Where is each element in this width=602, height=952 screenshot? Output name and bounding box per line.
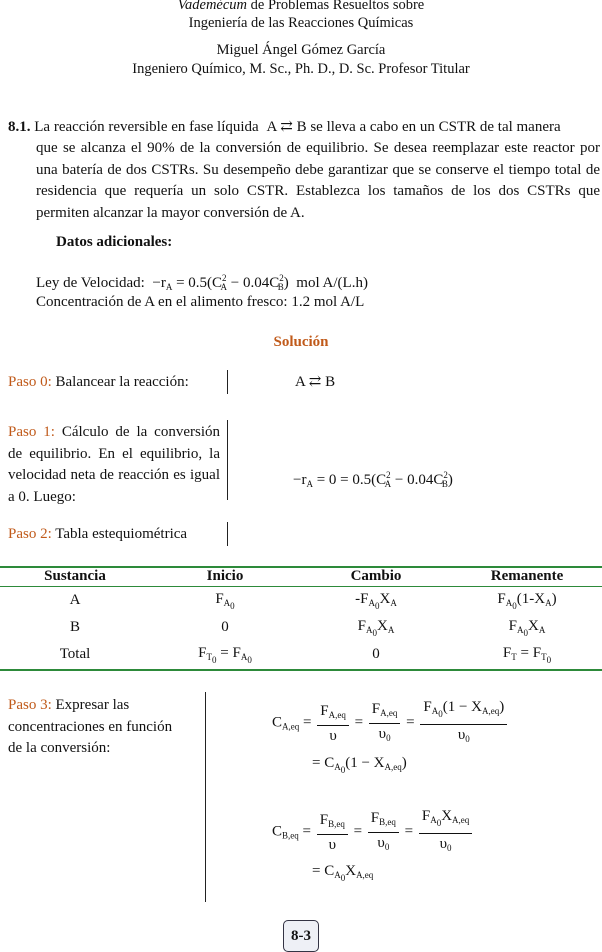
equation-CA: $C_{A,eq}$ = $\frac{F_{A,eq}}{\upsilon}$ = $\frac{F_{A,eq}}{\upsilon_0}$ = $\frac{F_{A_0}(1 - X_{A,eq})}{\upsilon_0}$ [272,697,509,749]
book-title: Vademécum de Problemas Resueltos sobre [177,0,425,13]
stoichiometric-table [0,566,602,668]
col-header: Sustancia [0,566,150,587]
problem-line-1: 8.1. La reacción reversible en fase líquida A ⇄ B se lleva a cabo en un CSTR de tal manera [8,119,561,135]
datos-title: Datos adicionales: [56,234,173,250]
col-header: Remanente [452,566,602,587]
table-row: A $F_{A_0}$ $-F_{A_0}X_A$ $F_{A_0}(1-X_A)$ [69,590,557,611]
divider [205,692,206,902]
col-header: Cambio [300,566,452,587]
table-row: B 0 $F_{A_0}X_A$ $F_{A_0}X_A$ [69,617,546,638]
table-bottom-rule [0,669,602,671]
divider [227,420,228,500]
col-header: Inicio [150,566,300,587]
step-1: Paso 1: Cálculo de la conversión de equilibrio. En el equilibrio, la velocidad neta de reacción es igual a 0. Luego: [8,424,220,505]
step-0: Paso 0: Balancear la reacción: [8,374,189,390]
equation-CB: $C_{B,eq}$ = $\frac{F_{B,eq}}{\upsilon}$ = $\frac{F_{B,eq}}{\upsilon_0}$ = $\frac{F_{A_0}X_{A,eq}}{\upsilon_0}$ [272,806,474,858]
step-2: Paso 2: Tabla estequiométrica [8,526,188,542]
problem-text: que se alcanza el 90% de la conversión de equilibrio. Se desea reemplazar este reactor por una batería de dos CSTRs. Su desempeño debe garantizar que se conserve el tiempo total de residencia que requería un solo CSTR. Establezca los tamaños de los dos CSTRs que permiten alcanzar la mayor conversión de A. [36,140,600,221]
equation-CA-result: = $C_{A_0}(1 - X_{A,eq})$ [312,755,407,775]
divider [227,370,228,394]
reaction-inline: A ⇄ B [266,119,307,135]
solution-heading: Solución [273,334,329,350]
divider [227,522,228,546]
rate-law: Ley de Velocidad: $-r_A = 0.5(C^2_A - 0.04C^2_B)$ mol A/(L.h) [36,273,368,292]
table-header-row [0,566,602,587]
author-name: Miguel Ángel Gómez García [216,42,386,58]
feed-concentration: Concentración de A en el alimento fresco: 1.2 mol A/L [36,294,365,310]
balanced-reaction: A ⇄ B [295,374,336,390]
equilibrium-equation: $-r_A = 0 = 0.5(C^2_A - 0.04C^2_B)$ [293,470,453,489]
table-row: Total $F_{T_0} = F_{A_0}$ 0 $F_T = F_{T_0}$ [59,644,552,665]
page-number-badge: 8-3 [283,920,319,952]
equation-CB-result: = $C_{A_0}X_{A,eq}$ [312,863,374,883]
problem-number: 8.1. [8,119,31,135]
author-credentials: Ingeniero Químico, M. Sc., Ph. D., D. Sc. Profesor Titular [132,61,470,77]
book-subtitle: Ingeniería de las Reacciones Químicas [188,15,414,31]
step-3: Paso 3: Expresar las concentraciones en función de la conversión: [8,697,173,756]
